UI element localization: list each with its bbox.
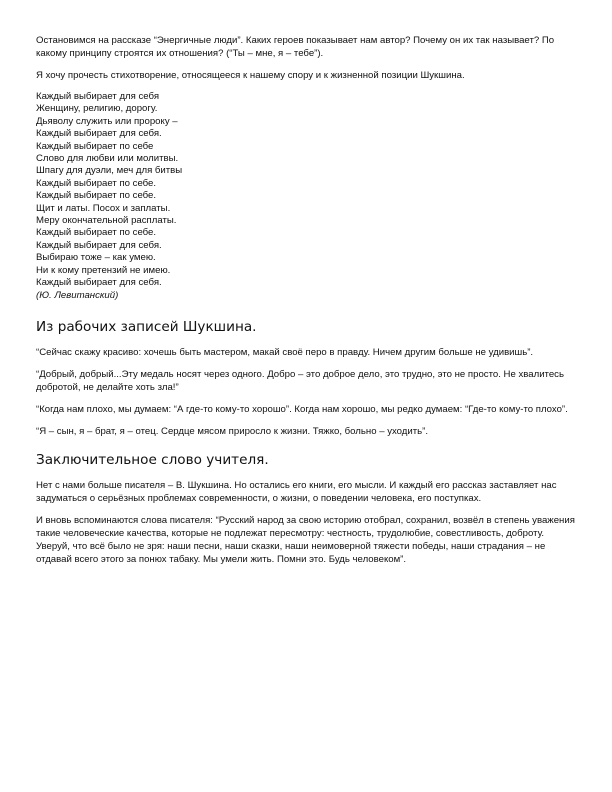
poem-line: Каждый выбирает по себе. <box>36 190 157 202</box>
notes-quote: “Сейчас скажу красиво: хочешь быть мастером, макай своё перо в правду. Ничем другим больше не удивишь”. <box>36 346 534 358</box>
poem-author: (Ю. Левитанский) <box>36 289 119 301</box>
notes-quote: “Я – сын, я – брат, я – отец. Сердце мясом приросло к жизни. Тяжко, больно – уходить”. <box>36 425 429 437</box>
poem <box>36 91 576 302</box>
poem-line: Каждый выбирает для себя. <box>36 277 162 289</box>
conclusion-paragraph-1: Нет с нами больше писателя – В. Шукшина. Но остались его книги, его мысли. И каждый его рассказ заставляет нас задуматься о серьёзных проблемах современности, о жизни, о поведении человека, его поступках. <box>36 479 557 504</box>
notes-section-title: Из рабочих записей Шукшина. <box>36 318 257 335</box>
poem-line: Каждый выбирает по себе. <box>36 227 157 239</box>
poem-line: Женщину, религию, дорогу. <box>36 103 158 115</box>
intro-paragraph-1: Остановимся на рассказе “Энергичные люди”. Каких героев показывает нам автор? Почему он их так называет? По какому принципу строятся их отношения? (“Ты – мне, я – тебе”). <box>36 35 555 59</box>
poem-line: Щит и латы. Посох и заплаты. <box>36 202 171 214</box>
poem-line: Каждый выбирает по себе <box>36 140 154 152</box>
poem-line: Ни к кому претензий не имею. <box>36 264 171 276</box>
poem-line: Каждый выбирает для себя. <box>36 239 162 251</box>
document-page <box>36 34 576 575</box>
poem-line: Каждый выбирает для себя. <box>36 128 162 140</box>
poem-line: Слово для любви или молитвы. <box>36 153 179 165</box>
poem-line: Каждый выбирает для себя <box>36 91 160 102</box>
intro-paragraph-2: Я хочу прочесть стихотворение, относящееся к нашему спору и к жизненной позиции Шукшина. <box>36 70 465 81</box>
notes-quote: “Добрый, добрый...Эту медаль носят через одного. Добро – это доброе дело, это трудно, это не просто. Не хвалитесь добротой, не делайте хоть зла!” <box>36 368 564 393</box>
poem-line: Шпагу для дуэли, меч для битвы <box>36 165 183 177</box>
conclusion-section-title: Заключительное слово учителя. <box>36 451 269 468</box>
notes-quote: “Когда нам плохо, мы думаем: “А где-то кому-то хорошо”. Когда нам хорошо, мы редко думаем: “Где-то кому-то плохо”. <box>36 403 568 415</box>
poem-line: Меру окончательной расплаты. <box>36 215 177 227</box>
poem-line: Каждый выбирает по себе. <box>36 177 157 189</box>
poem-line: Выбираю тоже – как умею. <box>36 252 156 264</box>
poem-line: Дьяволу служить или пророку – <box>36 115 178 127</box>
conclusion-paragraph-2: И вновь вспоминаются слова писателя: “Русский народ за свою историю отобрал, сохранил, возвёл в степень уважения такие человеческие качества, которые не подлежат пересмотру: честность, трудолюбие, совестливость, доброту. Уверуй, что всё было не зря: наши песни, наши сказки, наши неимоверной тяжести победы, наши страдания – не отдавай всего этого за понюх табаку. Мы умели жить. Помни это. Будь человеком”. <box>36 514 575 565</box>
